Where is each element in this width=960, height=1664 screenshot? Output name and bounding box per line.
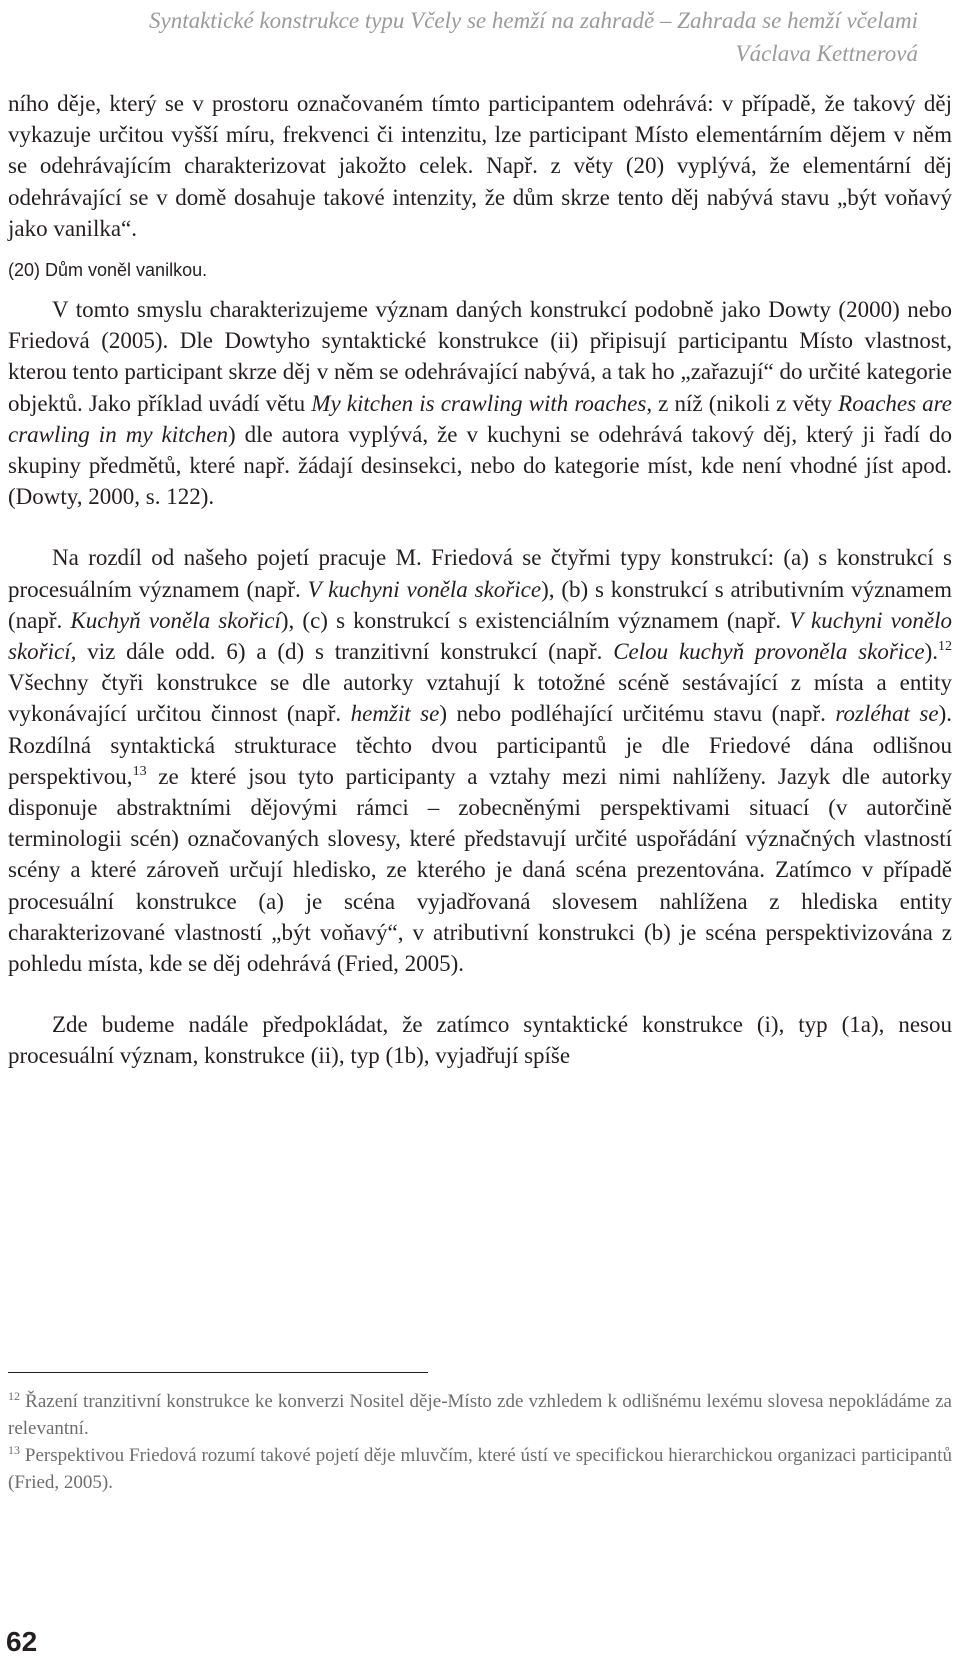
paragraph-4-text: Zde budeme nadále předpokládat, že zatímco syntaktické konstrukce (i), typ (1a), nesou procesuální význam, konstrukce (ii), typ (1b), vyjadřují spíše — [8, 1012, 952, 1069]
paragraph-3-text: ), (c) s konstrukcí s existenciálním významem (např. — [280, 607, 790, 633]
paragraph-4 — [8, 1009, 952, 1071]
paragraph-2 — [8, 294, 952, 512]
running-header-author: Václava Kettnerová — [735, 41, 918, 66]
footnote-13 — [8, 1442, 952, 1496]
footnote-12 — [8, 1388, 952, 1442]
page-number: 62 — [6, 1626, 38, 1657]
paragraph-2-example-english-1: My kitchen is crawling with roaches — [311, 390, 647, 416]
footnote-ref-12[interactable]: 12 — [938, 639, 953, 655]
paragraph-1-text: ního děje, který se v prostoru označovaném tímto participantem odehrává: v případě, že takový děj vykazuje určitou vyšší míru, frekvenci či intenzitu, lze participant Místo elementárním dějem v něm se odehrávajícím charakterizovat jakožto celek. Např. z věty (20) vyplývá, že elementární děj odehrávající se v domě dosahuje takové intenzity, že dům skrze tento děj nabývá stavu „být voňavý jako vanilka“. — [8, 91, 952, 241]
footnote-text: Perspektivou Friedová rozumí takové pojetí děje mluvčím, které ústí ve specifickou hierarchickou organizaci participantů (Fried, 2005). — [8, 1445, 952, 1493]
paragraph-3-text: ), (b) s konstrukcí s atributivním významem (např. — [8, 576, 952, 633]
paragraph-2-text: V tomto smyslu charakterizujeme význam daných konstrukcí podobně jako Dowty (2000) nebo Friedová (2005). Dle Dowtyho syntaktické konstrukce (ii) připisují participantu Místo vlastnost, kterou tento participant skrze děj v něm se odehrávající nabývá, a tak ho „zařazují“ do určité kategorie objektů. Jako příklad uvádí větu — [8, 297, 952, 416]
footnote-ref-13[interactable]: 13 — [132, 763, 147, 779]
paragraph-3-text: Na rozdíl od našeho pojetí pracuje M. Friedová se čtyřmi typy konstrukcí: (a) s konstrukcí s procesuálním významem (např. — [8, 545, 952, 602]
paragraph-3-verb-example: hemžit se — [350, 701, 440, 727]
paragraph-3 — [8, 542, 952, 979]
paragraph-3-text: ). Rozdílná syntaktická strukturace těchto dvou participantů je dle Friedové dána odlišnou perspektivou, — [8, 701, 952, 789]
paragraph-3-example-c: V kuchyni vonělo skořicí, — [8, 607, 952, 665]
paragraph-3-verb-example: rozléhat se — [835, 701, 939, 727]
paragraph-3-text: Všechny čtyři konstrukce se dle autorky vztahují k totožné scéně sestávající z místa a entity vykonávající určitou činnost (např. — [8, 670, 952, 727]
paragraph-3-text: viz dále odd. 6) a (d) s tranzitivní konstrukcí (např. — [76, 639, 614, 665]
running-header-title: Syntaktické konstrukce typu Včely se hemží na zahradě – Zahrada se hemží včelami — [148, 8, 918, 33]
footnotes — [8, 1388, 952, 1496]
paragraph-3-text: ze které jsou tyto participanty a vztahy mezi nimi nahlíženy. Jazyk dle autorky disponuje abstraktními dějovými rámci – zobecněnými perspektivami situací (v autorčině terminologii scén) označovaných slovesy, které představují určité uspořádání význačných vlastností scény a které zároveň určují hledisko, ze kterého je daná scéna prezentována. Zatímco v případě procesuální konstrukce (a) je scéna vyjadřovaná slovesem nahlížena z hlediska entity charakterizované vlastností „být voňavý“, v atributivní konstrukci (b) je scéna perspektivizována z pohledu místa, kde se děj odehrává (Fried, 2005). — [8, 763, 952, 977]
footnote-text: Řazení tranzitivní konstrukce ke konverzi Nositel děje-Místo zde vzhledem k odlišnému lexému slovesa nepokládáme za relevantní. — [8, 1391, 952, 1439]
paragraph-1 — [8, 88, 952, 244]
example-sentence-20: (20) Dům voněl vanilkou. — [8, 260, 208, 281]
paragraph-3-example-b: Kuchyň voněla skořicí — [70, 607, 281, 633]
paragraph-3-text: ). — [924, 639, 939, 665]
body-text — [8, 88, 952, 1072]
paragraph-2-text: , z níž (nikoli z věty — [646, 390, 839, 416]
footnote-number: 13 — [8, 1443, 20, 1457]
paragraph-3-example-d: Celou kuchyň provoněla skořice — [613, 639, 925, 665]
footnote-number: 12 — [8, 1389, 20, 1403]
paragraph-2-example-english-2: Roaches are crawling in my kitchen — [8, 390, 952, 447]
paragraph-2-text: ) dle autora vyplývá, že v kuchyni se odehrává takový děj, který ji řadí do skupiny předmětů, které např. žádají desinsekci, nebo do kategorie míst, kde není vhodné jíst apod. (Dowty, 2000, s. 122). — [8, 421, 952, 510]
footnote-separator — [8, 1372, 428, 1373]
paragraph-3-example-a: V kuchyni voněla skořice — [307, 576, 542, 602]
paragraph-3-text: ) nebo podléhající určitému stavu (např. — [439, 701, 836, 727]
running-header — [149, 4, 918, 70]
